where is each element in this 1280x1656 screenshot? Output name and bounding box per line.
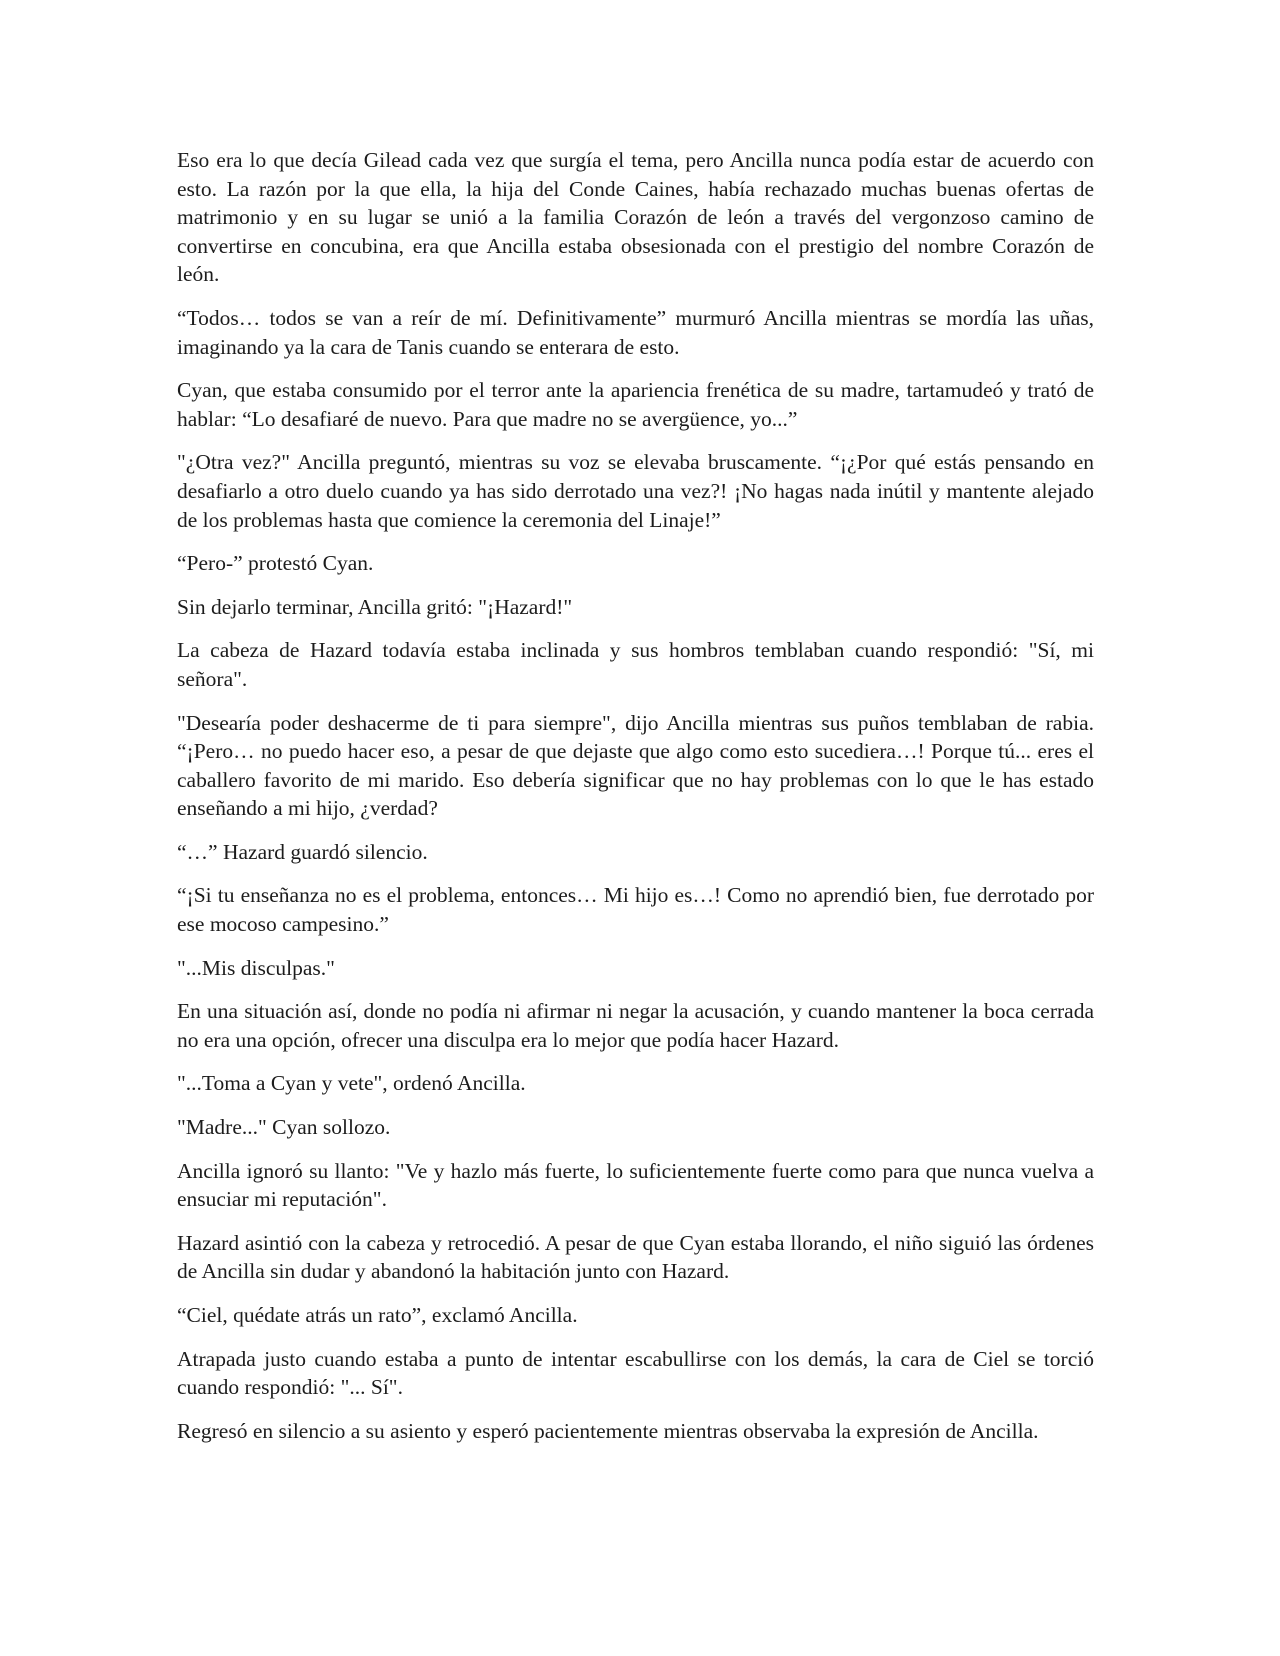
paragraph: "...Mis disculpas." [177, 955, 335, 980]
paragraph: Eso era lo que decía Gilead cada vez que surgía el tema, pero Ancilla nunca podía estar de acuerdo con esto. La razón por la que ella, la hija del Conde Caines, había rechazado muchas buenas ofertas de matrimonio y en su lugar se unió a la familia Corazón de león a través del vergonzoso camino de convertirse en concubina, era que Ancilla estaba obsesionada con el prestigio del nombre Corazón de león. [177, 148, 1094, 287]
document-body [177, 146, 1094, 1460]
paragraph: "...Toma a Cyan y vete", ordenó Ancilla. [177, 1071, 526, 1096]
paragraph: Hazard asintió con la cabeza y retrocedió. A pesar de que Cyan estaba llorando, el niño siguió las órdenes de Ancilla sin dudar y abandonó la habitación junto con Hazard. [177, 1230, 1094, 1284]
paragraph: Sin dejarlo terminar, Ancilla gritó: "¡Hazard!" [177, 594, 573, 619]
paragraph: "¿Otra vez?" Ancilla preguntó, mientras su voz se elevaba bruscamente. “¡¿Por qué estás pensando en desafiarlo a otro duelo cuando ya has sido derrotado una vez?! ¡No hagas nada inútil y mantente alejado de los problemas hasta que comience la ceremonia del Linaje!” [177, 450, 1094, 532]
paragraph: La cabeza de Hazard todavía estaba inclinada y sus hombros temblaban cuando respondió: "Sí, mi señora". [177, 638, 1094, 691]
paragraph: “…” Hazard guardó silencio. [177, 839, 428, 864]
paragraph: En una situación así, donde no podía ni afirmar ni negar la acusación, y cuando mantener la boca cerrada no era una opción, ofrecer una disculpa era lo mejor que podía hacer Hazard. [177, 999, 1094, 1052]
paragraph: Atrapada justo cuando estaba a punto de intentar escabullirse con los demás, la cara de Ciel se torció cuando respondió: "... Sí". [177, 1346, 1094, 1400]
paragraph: Cyan, que estaba consumido por el terror ante la apariencia frenética de su madre, tartamudeó y trató de hablar: “Lo desafiaré de nuevo. Para que madre no se avergüence, yo...” [177, 378, 1094, 431]
paragraph: "Madre..." Cyan sollozo. [177, 1115, 391, 1140]
paragraph: “Ciel, quédate atrás un rato”, exclamó Ancilla. [177, 1303, 578, 1327]
paragraph: Ancilla ignoró su llanto: "Ve y hazlo más fuerte, lo suficientemente fuerte como para que nunca vuelva a ensuciar mi reputación". [177, 1158, 1094, 1212]
paragraph: "Desearía poder deshacerme de ti para siempre", dijo Ancilla mientras sus puños temblaban de rabia. “¡Pero… no puedo hacer eso, a pesar de que dejaste que algo como esto sucediera…! Porque tú... eres el caballero favorito de mi marido. Eso debería significar que no hay problemas con lo que le has estado enseñando a mi hijo, ¿verdad? [177, 710, 1094, 821]
paragraph: Regresó en silencio a su asiento y esperó pacientemente mientras observaba la expresión de Ancilla. [177, 1418, 1039, 1443]
paragraph: “Pero-” protestó Cyan. [177, 551, 374, 576]
paragraph: “Todos… todos se van a reír de mí. Definitivamente” murmuró Ancilla mientras se mordía las uñas, imaginando ya la cara de Tanis cuando se enterara de esto. [177, 305, 1094, 359]
paragraph: “¡Si tu enseñanza no es el problema, entonces… Mi hijo es…! Como no aprendió bien, fue derrotado por ese mocoso campesino.” [177, 883, 1094, 937]
